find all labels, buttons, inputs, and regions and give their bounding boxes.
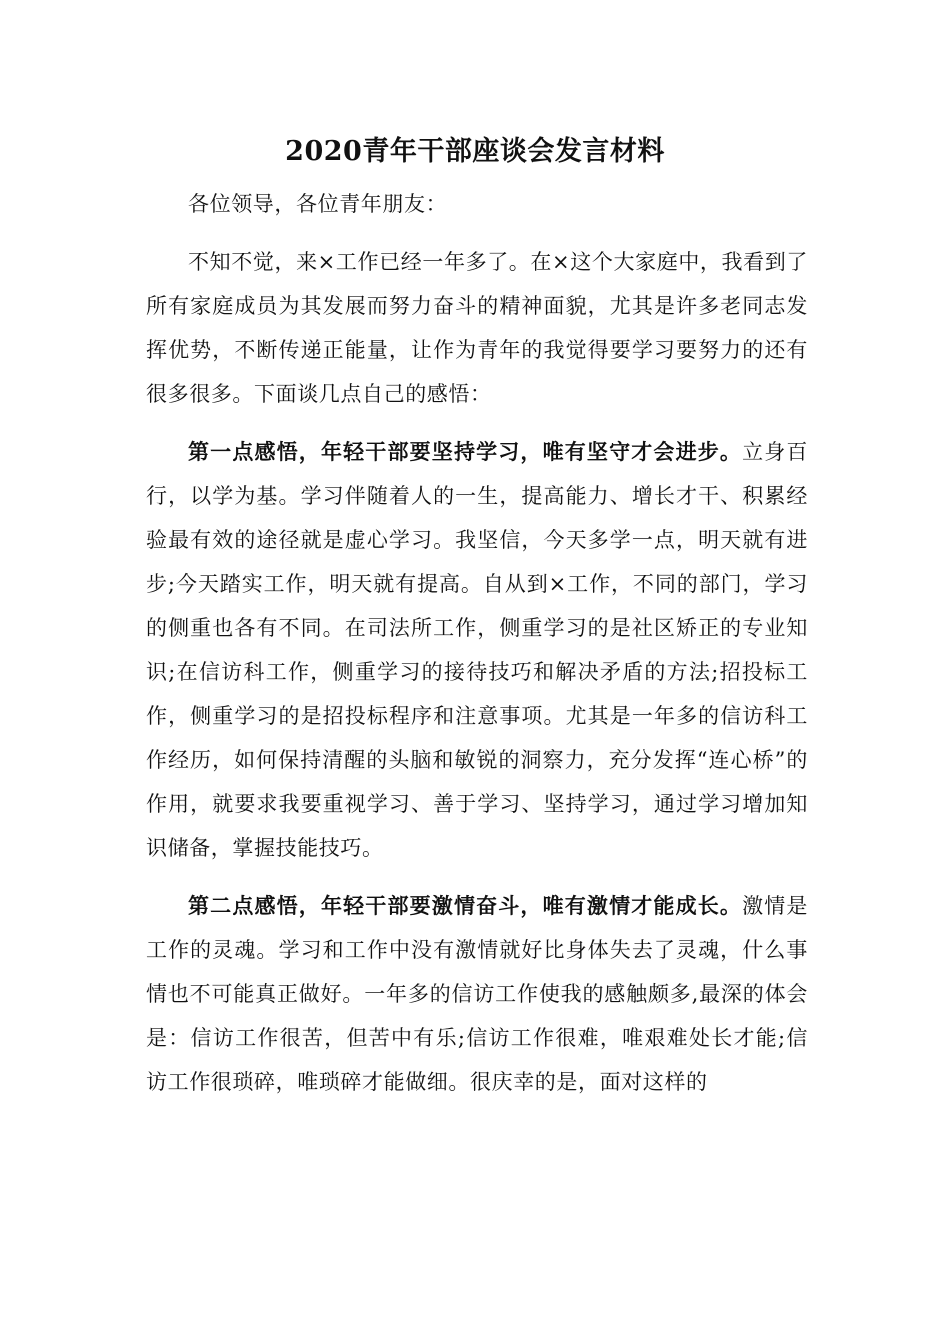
paragraph-insight-1 — [146, 430, 808, 870]
paragraph-insight-1-text: 立身百行，以学为基。学习伴随着人的一生，提高能力、增长才干、积累经验最有效的途径就是虚心学习。我坚信，今天多学一点，明天就有进步;今天踏实工作，明天就有提高。自从到×工作，不同的部门，学习的侧重也各有不同。在司法所工作，侧重学习的是社区矫正的专业知识;在信访科工作，侧重学习的接待技巧和解决矛盾的方法;招投标工作，侧重学习的是招投标程序和注意事项。尤其是一年多的信访科工作经历，如何保持清醒的头脑和敏锐的洞察力，充分发挥“连心桥”的作用，就要求我要重视学习、善于学习、坚持学习，通过学习增加知识储备，掌握技能技巧。 — [146, 440, 808, 860]
paragraph-intro-text: 不知不觉，来×工作已经一年多了。在×这个大家庭中，我看到了所有家庭成员为其发展而努力奋斗的精神面貌，尤其是许多老同志发挥优势，不断传递正能量，让作为青年的我觉得要学习要努力的还有很多很多。下面谈几点自己的感悟： — [146, 250, 808, 406]
document-title: 2020青年干部座谈会发言材料 — [285, 136, 665, 167]
document-body — [146, 182, 808, 1104]
salutation: 各位领导，各位青年朋友： — [188, 192, 448, 216]
paragraph-insight-1-lead: 第一点感悟，年轻干部要坚持学习，唯有坚守才会进步。 — [188, 439, 743, 464]
paragraph-insight-2 — [146, 884, 808, 1104]
paragraph-intro — [146, 240, 808, 416]
paragraph-insight-2-lead: 第二点感悟，年轻干部要激情奋斗，唯有激情才能成长。 — [188, 893, 743, 918]
paragraph-insight-2-text: 激情是工作的灵魂。学习和工作中没有激情就好比身体失去了灵魂，什么事情也不可能真正做好。一年多的信访工作使我的感触颇多,最深的体会是：信访工作很苦，但苦中有乐;信访工作很难，唯艰难处长才能;信访工作很琐碎，唯琐碎才能做细。很庆幸的是，面对这样的 — [146, 894, 808, 1094]
